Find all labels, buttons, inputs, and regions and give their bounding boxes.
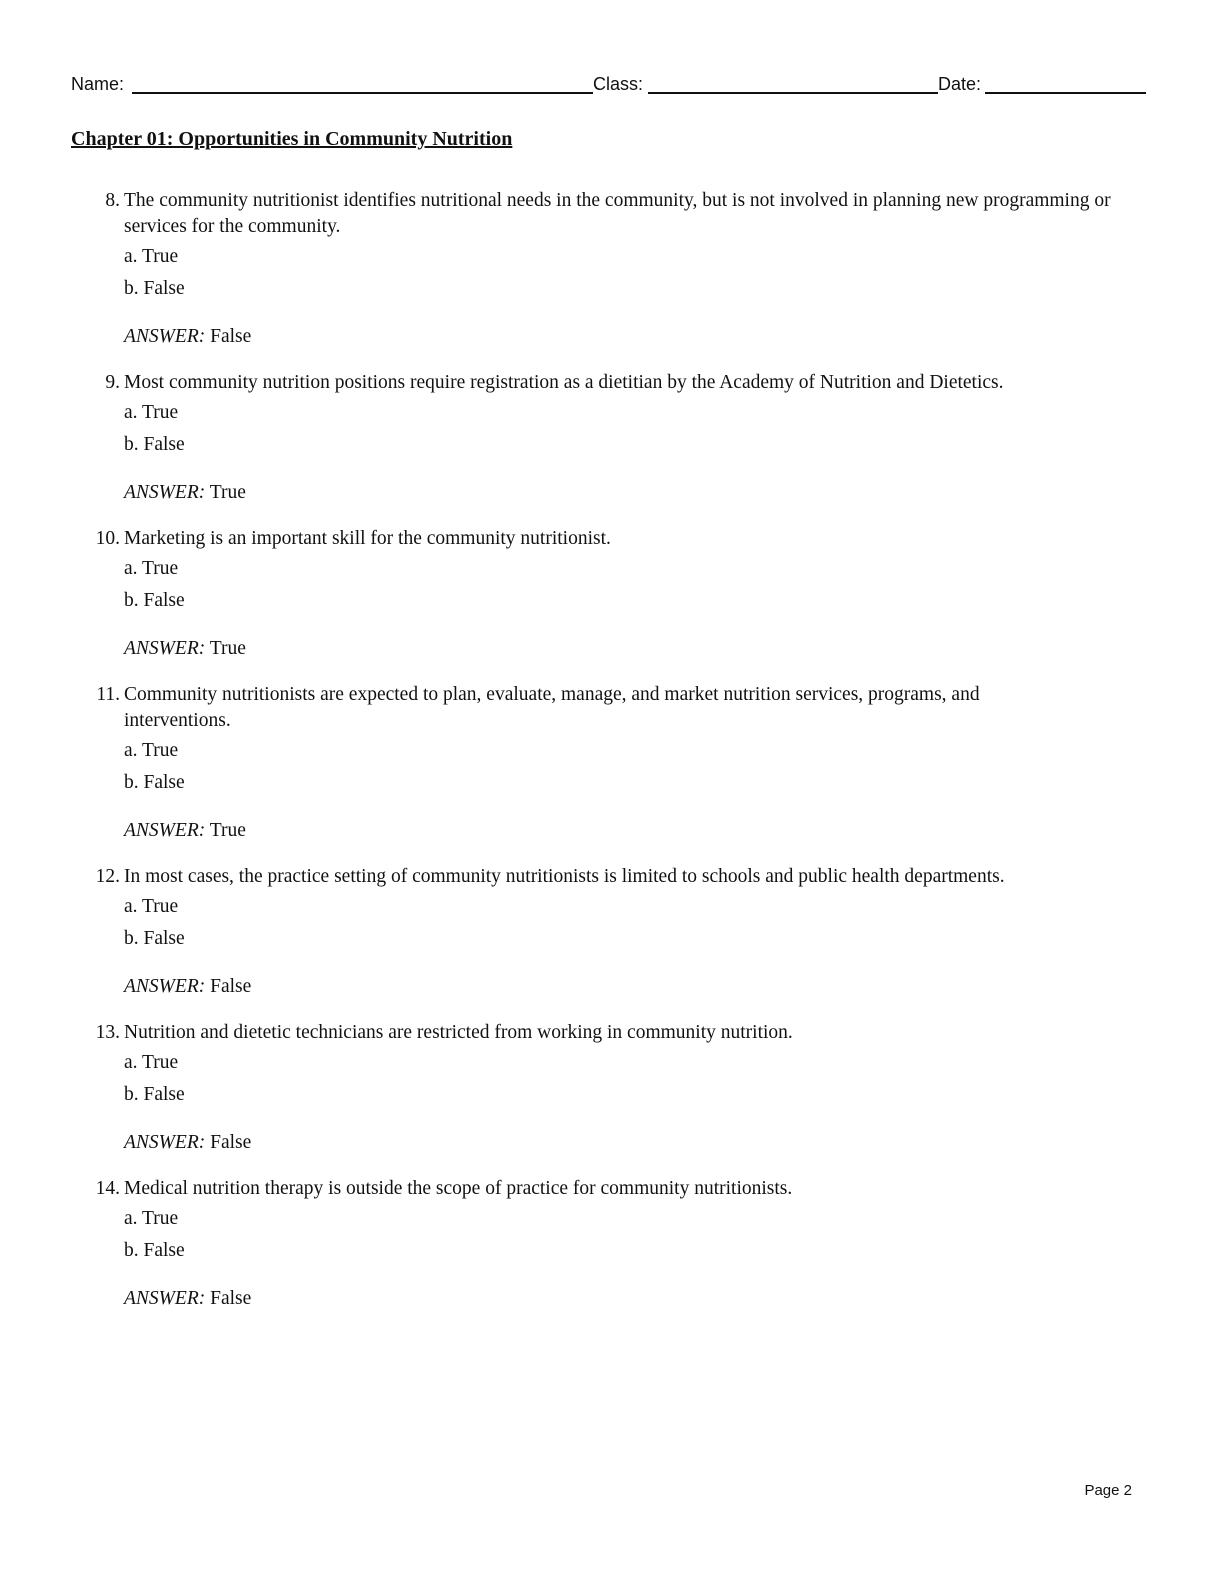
option-true[interactable]: a. True xyxy=(124,402,179,423)
chapter-title: Chapter 01: Opportunities in Community Nutrition xyxy=(71,128,513,150)
answer-line xyxy=(124,1286,251,1312)
question-number: 11. xyxy=(96,684,120,705)
option-true[interactable]: a. True xyxy=(124,558,179,579)
answer-value: False xyxy=(210,976,252,997)
option-false[interactable]: b. False xyxy=(124,278,185,299)
question-number: 12. xyxy=(95,866,120,887)
name-label: Name: xyxy=(71,74,125,94)
option-false[interactable]: b. False xyxy=(124,590,185,611)
option-false[interactable]: b. False xyxy=(124,1240,185,1261)
question-number: 14. xyxy=(95,1178,120,1199)
question-number: 13. xyxy=(95,1022,120,1043)
answer-value: True xyxy=(209,482,246,503)
answer-line xyxy=(124,974,251,1000)
option-true[interactable]: a. True xyxy=(124,740,179,761)
answer-label: ANSWER: xyxy=(124,1132,206,1153)
answer-value: False xyxy=(210,1288,252,1309)
option-false[interactable]: b. False xyxy=(124,772,185,793)
option-true[interactable]: a. True xyxy=(124,896,179,917)
question-text: Medical nutrition therapy is outside the scope of practice for community nutritionists. xyxy=(124,1178,793,1199)
question-text: Community nutritionists are expected to plan, evaluate, manage, and market nutrition services, programs, and interventions. xyxy=(124,684,980,731)
answer-value: True xyxy=(209,638,246,659)
answer-value: True xyxy=(209,820,246,841)
header-row xyxy=(71,72,1146,96)
page-number: Page 2 xyxy=(1084,1482,1132,1499)
answer-value: False xyxy=(210,326,252,347)
answer-line xyxy=(124,818,246,844)
option-false[interactable]: b. False xyxy=(124,434,185,455)
answer-label: ANSWER: xyxy=(124,326,206,347)
answer-value: False xyxy=(210,1132,252,1153)
option-false[interactable]: b. False xyxy=(124,1084,185,1105)
question-number: 9. xyxy=(105,372,120,393)
answer-label: ANSWER: xyxy=(124,1288,206,1309)
answer-line xyxy=(124,480,246,506)
name-field-line[interactable] xyxy=(132,92,593,94)
question-text: Nutrition and dietetic technicians are restricted from working in community nutrition. xyxy=(124,1022,793,1043)
option-false[interactable]: b. False xyxy=(124,928,185,949)
date-field-line[interactable] xyxy=(985,92,1146,94)
question-text: Most community nutrition positions require registration as a dietitian by the Academy of Nutrition and Dietetics. xyxy=(124,372,1004,393)
question-text: The community nutritionist identifies nutritional needs in the community, but is not involved in planning new programming or services for the community. xyxy=(124,190,1111,237)
answer-line xyxy=(124,636,246,662)
answer-label: ANSWER: xyxy=(124,820,206,841)
answer-line xyxy=(124,324,251,350)
answer-label: ANSWER: xyxy=(124,482,206,503)
class-field-line[interactable] xyxy=(648,92,938,94)
answer-label: ANSWER: xyxy=(124,638,206,659)
option-true[interactable]: a. True xyxy=(124,1208,179,1229)
question-number: 10. xyxy=(95,528,120,549)
answer-label: ANSWER: xyxy=(124,976,206,997)
option-true[interactable]: a. True xyxy=(124,1052,179,1073)
answer-line xyxy=(124,1130,251,1156)
question-text: In most cases, the practice setting of community nutritionists is limited to schools and public health departments. xyxy=(124,866,1005,887)
question-text: Marketing is an important skill for the community nutritionist. xyxy=(124,528,611,549)
option-true[interactable]: a. True xyxy=(124,246,179,267)
class-label: Class: xyxy=(593,74,644,94)
date-label: Date: xyxy=(938,74,982,94)
question-number: 8. xyxy=(105,190,120,211)
